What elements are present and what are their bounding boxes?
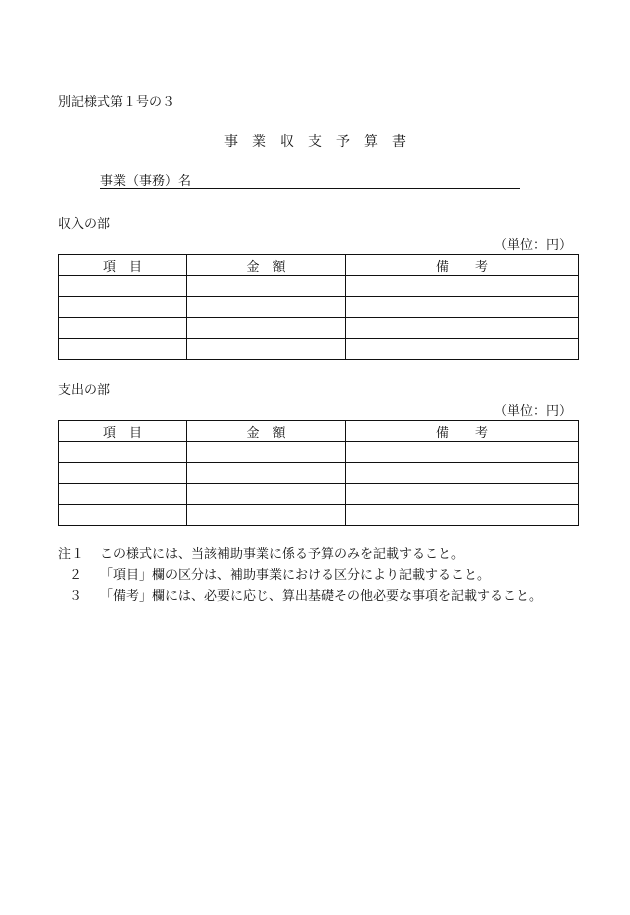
table-row bbox=[59, 442, 579, 463]
column-header-remarks: 備 考 bbox=[346, 255, 579, 276]
table-cell[interactable] bbox=[346, 484, 579, 505]
note-text: 「項目」欄の区分は、補助事業における区分により記載すること。 bbox=[100, 568, 491, 583]
table-cell[interactable] bbox=[346, 318, 579, 339]
form-number: 別記様式第１号の３ bbox=[58, 95, 176, 110]
table-cell[interactable] bbox=[187, 276, 346, 297]
column-header-item: 項 目 bbox=[59, 421, 187, 442]
expenditure-table bbox=[58, 420, 579, 526]
table-row bbox=[59, 297, 579, 318]
note-number: ２ bbox=[68, 568, 82, 583]
table-cell[interactable] bbox=[59, 442, 187, 463]
notes bbox=[58, 544, 542, 607]
project-name-label: 事業（事務）名 bbox=[100, 174, 192, 189]
table-header-row bbox=[59, 255, 579, 276]
table-row bbox=[59, 276, 579, 297]
table-cell[interactable] bbox=[187, 297, 346, 318]
column-header-amount: 金 額 bbox=[187, 421, 346, 442]
title-char: 算 bbox=[364, 134, 378, 150]
note-text: この様式には、当該補助事業に係る予算のみを記載すること。 bbox=[100, 547, 465, 562]
table-row bbox=[59, 318, 579, 339]
table-cell[interactable] bbox=[187, 463, 346, 484]
expenditure-section-title: 支出の部 bbox=[58, 383, 111, 398]
table-cell[interactable] bbox=[346, 505, 579, 526]
table-cell[interactable] bbox=[59, 505, 187, 526]
income-section-title: 収入の部 bbox=[58, 217, 111, 232]
note-number: 注１ bbox=[58, 547, 85, 562]
table-cell[interactable] bbox=[346, 442, 579, 463]
title-char: 事 bbox=[224, 134, 238, 150]
table-cell[interactable] bbox=[59, 463, 187, 484]
title-char: 収 bbox=[280, 134, 294, 150]
table-cell[interactable] bbox=[59, 318, 187, 339]
table-cell[interactable] bbox=[187, 505, 346, 526]
income-unit-label: （単位：円） bbox=[493, 238, 572, 253]
table-cell[interactable] bbox=[187, 318, 346, 339]
title-char: 支 bbox=[308, 134, 322, 150]
note-number: ３ bbox=[68, 589, 82, 604]
table-cell[interactable] bbox=[59, 339, 187, 360]
table-cell[interactable] bbox=[187, 484, 346, 505]
column-header-item: 項 目 bbox=[59, 255, 187, 276]
table-row bbox=[59, 484, 579, 505]
table-row bbox=[59, 463, 579, 484]
table-header-row bbox=[59, 421, 579, 442]
table-cell[interactable] bbox=[187, 339, 346, 360]
table-cell[interactable] bbox=[187, 442, 346, 463]
table-row bbox=[59, 339, 579, 360]
table-cell[interactable] bbox=[346, 297, 579, 318]
note-item bbox=[58, 544, 542, 565]
table-cell[interactable] bbox=[59, 276, 187, 297]
column-header-remarks: 備 考 bbox=[346, 421, 579, 442]
table-cell[interactable] bbox=[59, 297, 187, 318]
income-table bbox=[58, 254, 579, 360]
table-cell[interactable] bbox=[346, 276, 579, 297]
title-char: 予 bbox=[336, 134, 350, 150]
table-cell[interactable] bbox=[59, 484, 187, 505]
note-item bbox=[58, 565, 542, 586]
title-char: 業 bbox=[252, 134, 266, 150]
table-row bbox=[59, 505, 579, 526]
column-header-amount: 金 額 bbox=[187, 255, 346, 276]
note-item bbox=[58, 586, 542, 607]
table-cell[interactable] bbox=[346, 463, 579, 484]
note-text: 「備考」欄には、必要に応じ、算出基礎その他必要な事項を記載すること。 bbox=[100, 589, 543, 604]
expenditure-unit-label: （単位：円） bbox=[493, 404, 572, 419]
title-char: 書 bbox=[392, 134, 406, 150]
project-name-field[interactable] bbox=[100, 170, 520, 189]
table-cell[interactable] bbox=[346, 339, 579, 360]
document-title bbox=[0, 131, 630, 151]
